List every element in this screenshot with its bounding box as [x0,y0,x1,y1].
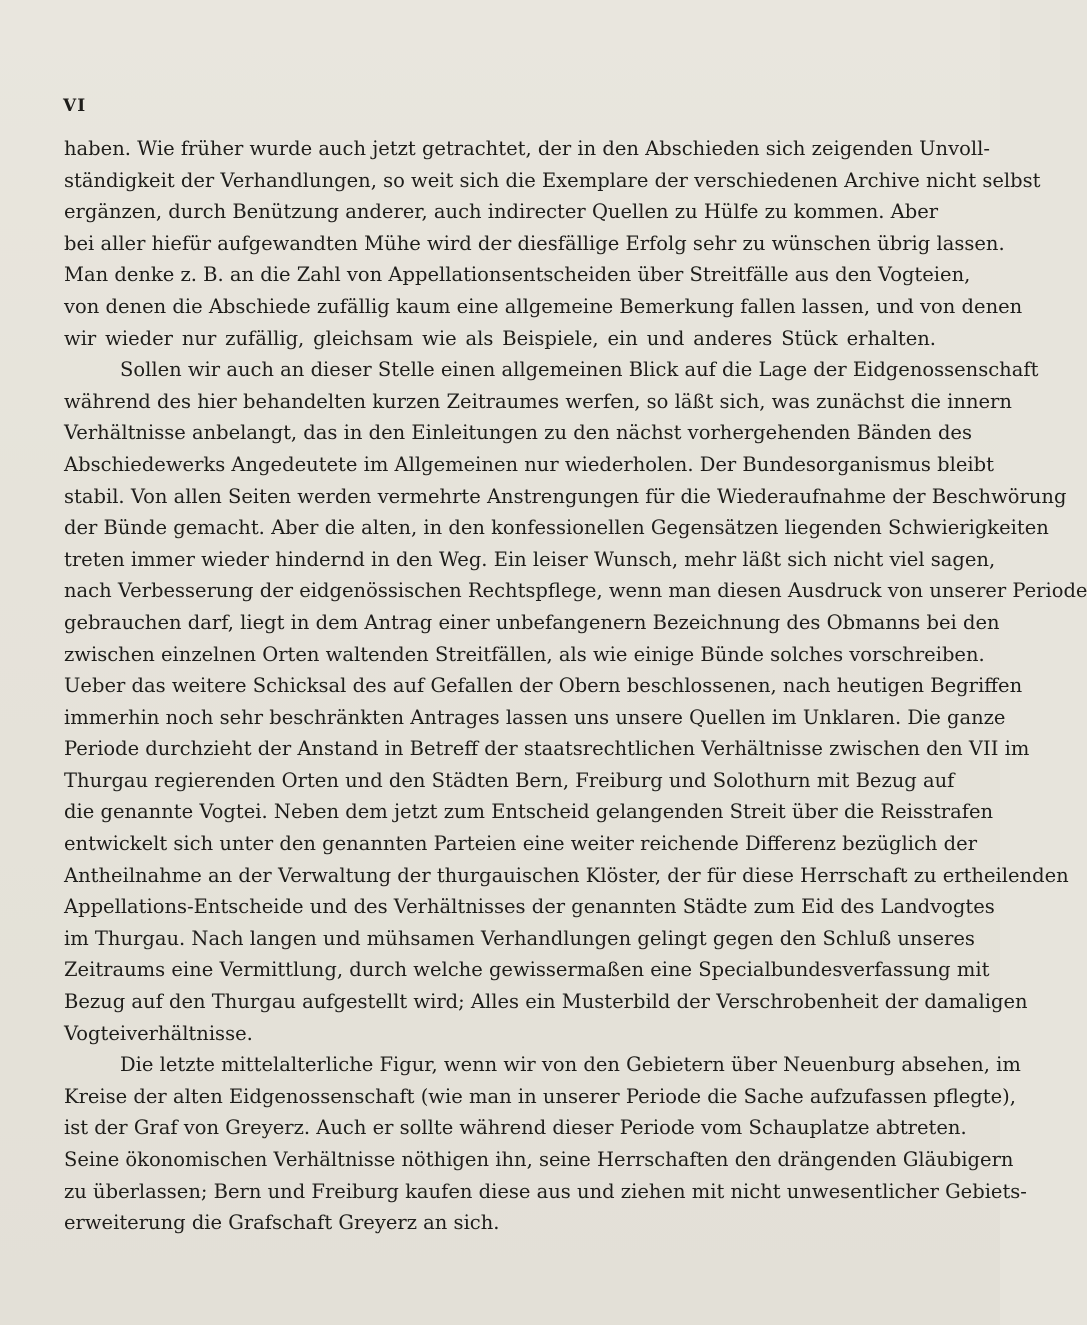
text-line: Kreise der alten Eidgenossenschaft (wie man in unserer Periode die Sache aufzufassen pflegte), [64,1084,1016,1108]
text-line: treten immer wieder hindernd in den Weg. Ein leiser Wunsch, mehr läßt sich nicht viel sagen, [64,547,996,571]
text-line: der Bünde gemacht. Aber die alten, in den konfessionellen Gegensätzen liegenden Schwierigkeiten [64,516,1049,540]
text-line: ist der Graf von Greyerz. Auch er sollte während dieser Periode vom Schauplatze abtreten. [64,1116,967,1140]
text-line: während des hier behandelten kurzen Zeitraumes werfen, so läßt sich, was zunächst die innern [64,389,1012,413]
text-line: die genannte Vogtei. Neben dem jetzt zum Entscheid gelangenden Streit über die Reisstrafen [64,800,994,824]
text-line: von denen die Abschiede zufällig kaum eine allgemeine Bemerkung fallen lassen, und von denen [64,294,1023,318]
text-line: gebrauchen darf, liegt in dem Antrag einer unbefangenern Bezeichnung des Obmanns bei den [64,610,1000,634]
text-line: Ueber das weitere Schicksal des auf Gefallen der Obern beschlossenen, nach heutigen Begriffen [64,674,1023,698]
text-line: Die letzte mittelalterliche Figur, wenn wir von den Gebietern über Neuenburg absehen, im [120,1053,1021,1077]
text-line: Verhältnisse anbelangt, das in den Einleitungen zu den nächst vorhergehenden Bänden des [64,421,972,445]
text-line: bei aller hiefür aufgewandten Mühe wird der diesfällige Erfolg sehr zu wünschen übrig lassen. [64,231,1005,255]
text-line: immerhin noch sehr beschränkten Antrages lassen uns unsere Quellen im Unklaren. Die ganze [64,705,1006,729]
text-line: Appellations-Entscheide und des Verhältnisses der genannten Städte zum Eid des Landvogtes [64,895,995,919]
page-number: VI [63,96,87,116]
text-line: Man denke z. B. an die Zahl von Appellationsentscheiden über Streitfälle aus den Vogteien, [64,263,971,287]
text-line: Bezug auf den Thurgau aufgestellt wird; Alles ein Musterbild der Verschrobenheit der damaligen [64,990,1028,1014]
body-text [64,133,1087,1239]
text-line: ständigkeit der Verhandlungen, so weit sich die Exemplare der verschiedenen Archive nicht selbst [64,168,1041,192]
paragraph-1 [64,133,1041,354]
text-line: stabil. Von allen Seiten werden vermehrte Anstrengungen für die Wiederaufnahme der Beschwörung [64,484,1067,508]
text-line: nach Verbesserung der eidgenössischen Rechtspflege, wenn man diesen Ausdruck von unserer Periode [64,579,1087,603]
paragraph-2 [64,354,1087,1049]
text-line: Sollen wir auch an dieser Stelle einen allgemeinen Blick auf die Lage der Eidgenossenschaft [120,358,1039,382]
text-line: wir wieder nur zufällig, gleichsam wie als Beispiele, ein und anderes Stück erhalten. [64,326,936,350]
text-line: Abschiedewerks Angedeutete im Allgemeinen nur wiederholen. Der Bundesorganismus bleibt [64,452,994,476]
text-line: Antheilnahme an der Verwaltung der thurgauischen Klöster, der für diese Herrschaft zu ertheilenden [64,863,1069,887]
text-line: Vogteiverhältnisse. [64,1021,253,1045]
text-line: zwischen einzelnen Orten waltenden Streitfällen, als wie einige Bünde solches vorschreiben. [64,642,985,666]
text-line: Periode durchzieht der Anstand in Betreff der staatsrechtlichen Verhältnisse zwischen den VII im [64,737,1030,761]
paragraph-3 [64,1049,1027,1239]
text-line: zu überlassen; Bern und Freiburg kaufen diese aus und ziehen mit nicht unwesentlicher Gebiets- [64,1179,1027,1203]
text-line: haben. Wie früher wurde auch jetzt getrachtet, der in den Abschieden sich zeigenden Unvoll- [64,137,990,160]
text-line: erweiterung die Grafschaft Greyerz an sich. [64,1211,500,1235]
text-line: ergänzen, durch Benützung anderer, auch indirecter Quellen zu Hülfe zu kommen. Aber [64,200,939,224]
text-line: Seine ökonomischen Verhältnisse nöthigen ihn, seine Herrschaften den drängenden Gläubigern [64,1148,1014,1171]
text-line: Thurgau regierenden Orten und den Städten Bern, Freiburg und Solothurn mit Bezug auf [64,768,955,792]
text-line: im Thurgau. Nach langen und mühsamen Verhandlungen gelingt gegen den Schluß unseres [64,926,975,950]
text-line: entwickelt sich unter den genannten Parteien eine weiter reichende Differenz bezüglich der [64,832,978,856]
text-line: Zeitraums eine Vermittlung, durch welche gewissermaßen eine Specialbundesverfassung mit [64,958,990,982]
